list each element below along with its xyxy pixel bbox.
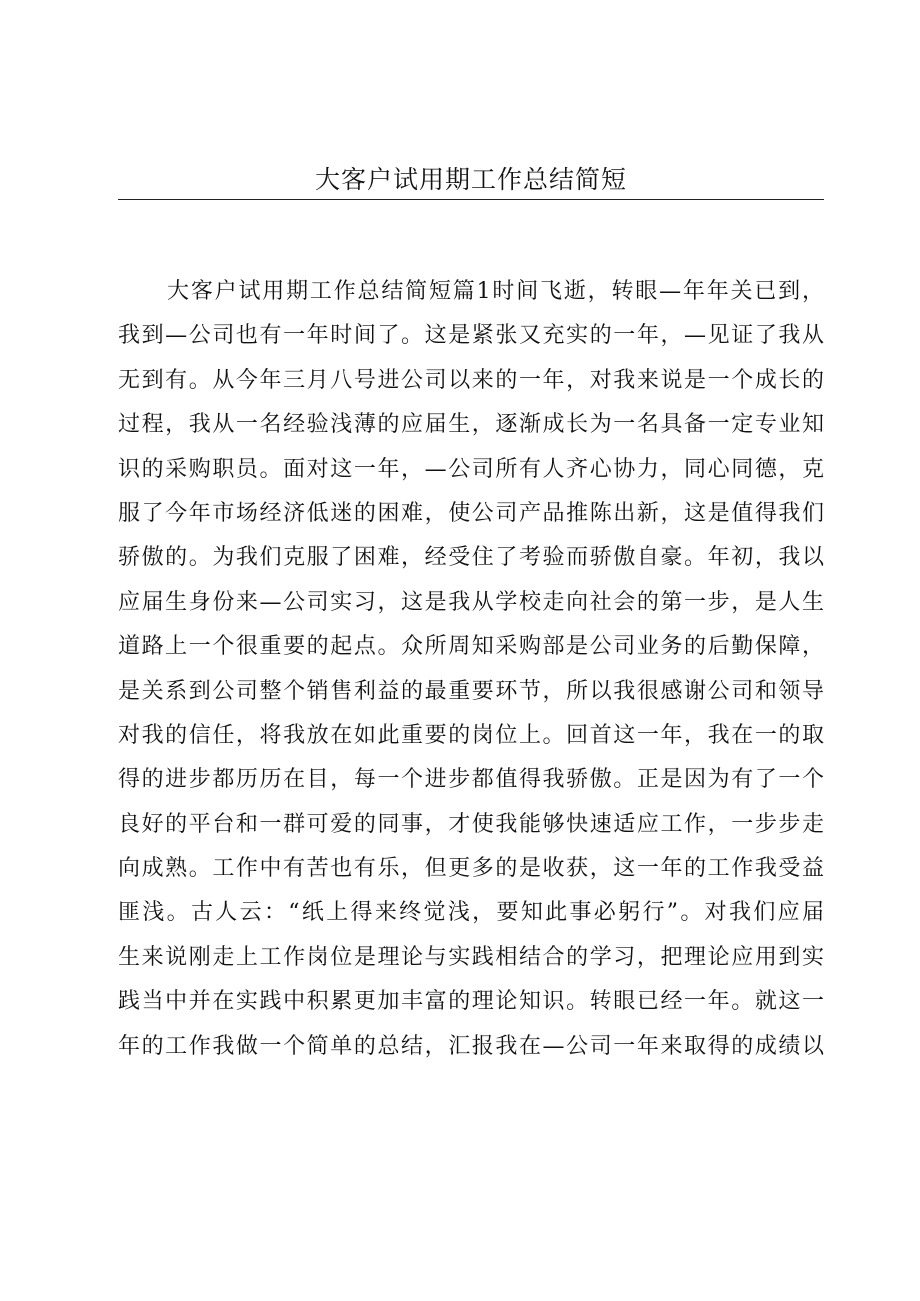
body-paragraph [118,270,824,1069]
paragraph-line: 服了今年市场经济低迷的困难，使公司产品推陈出新，这是值得我们 [118,500,824,526]
paragraph-line: 年的工作我做一个简单的总结，汇报我在—公司一年来取得的成绩以 [118,1033,824,1059]
paragraph-line: 识的采购职员。面对这一年，—公司所有人齐心协力，同心同德，克 [118,456,824,482]
paragraph-line: 良好的平台和一群可爱的同事，才使我能够快速适应工作，一步步走 [118,811,824,837]
paragraph-line: 践当中并在实践中积累更加丰富的理论知识。转眼已经一年。就这一 [118,989,824,1015]
paragraph-line: 应届生身份来—公司实习，这是我从学校走向社会的第一步，是人生 [118,589,824,615]
paragraph-line: 我到—公司也有一年时间了。这是紧张又充实的一年，—见证了我从 [118,323,824,349]
paragraph-line: 向成熟。工作中有苦也有乐，但更多的是收获，这一年的工作我受益 [118,856,824,882]
paragraph-line: 骄傲的。为我们克服了困难，经受住了考验而骄傲自豪。年初，我以 [118,545,824,571]
document-title: 大客户试用期工作总结简短 [314,165,627,194]
paragraph-line: 生来说刚走上工作岗位是理论与实践相结合的学习，把理论应用到实 [118,944,824,970]
paragraph-line: 大客户试用期工作总结简短篇1时间飞逝，转眼—年年关已到， [167,279,824,304]
paragraph-line: 得的进步都历历在目，每一个进步都值得我骄傲。正是因为有了一个 [118,767,824,793]
paragraph-line: 匪浅。古人云：“纸上得来终觉浅，要知此事必躬行”。对我们应届 [118,900,824,926]
paragraph-line: 是关系到公司整个销售利益的最重要环节，所以我很感谢公司和领导 [118,678,824,704]
paragraph-line: 对我的信任，将我放在如此重要的岗位上。回首这一年，我在一的取 [118,722,824,748]
paragraph-line: 过程，我从一名经验浅薄的应届生，逐渐成长为一名具备一定专业知 [118,412,824,438]
title-underline [118,199,824,200]
paragraph-line: 道路上一个很重要的起点。众所周知采购部是公司业务的后勤保障， [118,634,824,660]
paragraph-line: 无到有。从今年三月八号进公司以来的一年，对我来说是一个成长的 [118,367,824,393]
